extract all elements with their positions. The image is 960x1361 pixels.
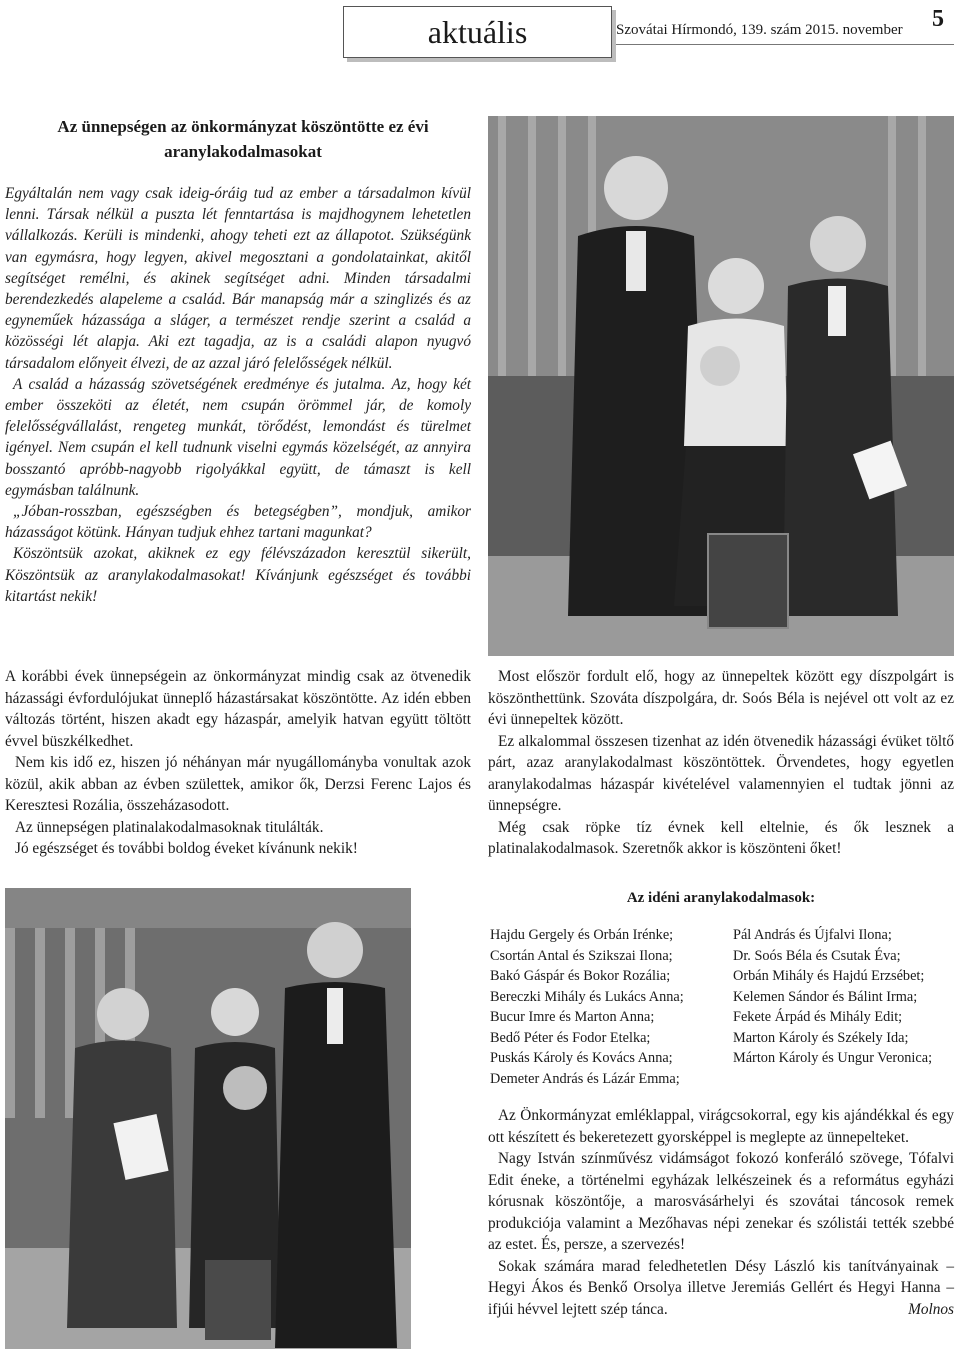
article-intro — [5, 183, 471, 607]
body-paragraph: A korábbi évek ünnepségein az önkormányzat mindig csak az ötvenedik házassági évfordulójukat ünneplő házastársakat köszöntötte. Az idén ebben változás történt, hiszen akadt egy házaspár, amelyik hatvan együtt töltött évvel büszkélkedhet. — [5, 668, 471, 750]
body-paragraph — [488, 1256, 954, 1321]
list-item: Csortán Antal és Szikszai Ilona; — [490, 947, 673, 964]
list-item: Bakó Gáspár és Bokor Rozália; — [490, 968, 671, 984]
intro-paragraph: „Jóban-rosszban, egészségben és betegségben”, mondjuk, amikor házasságot kötünk. Hányan tudjuk ehhez tartani magunkat? — [5, 503, 471, 542]
page-number: 5 — [932, 6, 944, 32]
couples-list-column-1 — [490, 925, 720, 1089]
article-body-right — [488, 666, 954, 860]
couples-list-column-2 — [733, 925, 955, 1069]
intro-paragraph: A család a házasság szövetségének eredménye és jutalma. Az, hogy két ember összeköti az életét, nem csupán örömmel jár, de komoly felelősségvállalást, rengeteg munkát, törődést, lemondást és türelmet igényel. Nem csupán el kell tudnunk viselni egymás közelségét, az annyira bosszantó apróbb-nagyobb rigolyákkal együtt, de támaszt is kell egymásban találnunk. — [5, 375, 471, 499]
list-item: Kelemen Sándor és Bálint Irma; — [733, 988, 918, 1005]
photo-mayor-with-couple — [488, 116, 954, 656]
header-rule — [616, 44, 954, 45]
list-item: Pál András és Újfalvi Ilona; — [733, 927, 892, 943]
list-item: Bucur Imre és Marton Anna; — [490, 1009, 655, 1025]
body-paragraph: Nem kis idő ez, hiszen jó néhányan már nyugállományba vonultak azok közül, akik abban az évben születtek, amikor ők, Derzsi Ferenc Lajos és Keresztesi Rozália, összeházasodott. — [5, 754, 471, 814]
intro-paragraph: Egyáltalán nem vagy csak ideig-óráig tud az ember a társadalmon kívül lenni. Társak nélkül a puszta lét fenntartása is majdhogynem lehetetlen vállalkozás. Kerüli is mindenki, ahogy teheti ezt az állapotot. Szükségünk van egymásra, hogy legyen, akivel megosztani a gondolatainkat, akitől segítséget remélni, és akinek segítséget adni. Minden társadalmi berendezkedés alapeleme a család. Bár manapság már a szinglizés és az egyneműek házassága a sláger, a természet rendje szerint a család a közösségi lét alapja. Aki ezt tagadja, az is a családi alapon nyugvó társadalom előnyeit élvezi, de az azzal járó felelősségek nélkül. — [5, 185, 471, 372]
body-paragraph: Most először fordult elő, hogy az ünnepeltek között egy díszpolgárt is köszönthettünk. Szováta díszpolgára, dr. Soós Béla is nejével ott volt az ez évi ünnepeltek között. — [488, 668, 954, 728]
photo-platinum-couple-illustration — [5, 888, 411, 1349]
body-paragraph: Nagy István színművész vidámságot fokozó konferáló szövege, Tófalvi Edit éneke, a történelmi egyházak lelkészeinek és a református egyházi kórusnak köszöntője, a marosvásárhelyi és szovátai táncosok remek produkciója valamint a Mezőhavas népi zenekar és szólistái tették szebbé az estet. És, persze, a szervezés! — [488, 1150, 954, 1253]
list-item: Marton Károly és Székely Ida; — [733, 1029, 909, 1046]
article-body-closing — [488, 1105, 954, 1320]
list-item: Márton Károly és Ungur Veronica; — [733, 1050, 933, 1066]
article-body-left — [5, 666, 471, 860]
body-paragraph: Még csak röpke tíz évnek kell eltelnie, és ők lesznek a platinalakodalmasok. Szeretnők akkor is köszönteni őket! — [488, 818, 954, 857]
list-item: Hajdu Gergely és Orbán Irénke; — [490, 927, 674, 943]
body-paragraph: Jó egészséget és további boldog éveket kívánunk nekik! — [15, 840, 358, 857]
list-item: Bedő Péter és Fodor Etelka; — [490, 1029, 651, 1046]
body-paragraph: Az Önkormányzat emléklappal, virágcsokorral, egy kis ajándékkal és egy ott készített és bekeretezett gyorsképpel is meglepte az ünnepelteket. — [488, 1107, 954, 1146]
photo-mayor-with-couple-illustration — [488, 116, 954, 656]
article-title: Az ünnepségen az önkormányzat köszöntötte ez évi aranylakodalmasokat — [57, 117, 429, 161]
list-item: Demeter András és Lázár Emma; — [490, 1070, 680, 1087]
list-item: Puskás Károly és Kovács Anna; — [490, 1050, 673, 1066]
publication-info: Szovátai Hírmondó, 139. szám 2015. november — [616, 22, 903, 38]
list-item: Fekete Árpád és Mihály Edit; — [733, 1009, 903, 1025]
author-signature: Molnos — [908, 1300, 954, 1318]
closing-text: Sokak számára marad feledhetetlen Désy László kis tanítványainak – Hegyi Ákos és Benkő Orsolya illetve Jeremiás Gellért és Hegyi Hanna – ifjúi hévvel lejtett szép tánca. — [488, 1257, 954, 1318]
intro-paragraph: Köszöntsük azokat, akiknek ez egy félévszázadon keresztül sikerült, Köszöntsük az aranylakodalmasokat! Kívánjunk egészséget és további kitartást nekik! — [5, 545, 471, 605]
list-item: Orbán Mihály és Hajdú Erzsébet; — [733, 968, 925, 984]
photo-platinum-couple — [5, 888, 411, 1349]
section-title: aktuális — [427, 14, 528, 50]
list-item: Dr. Soós Béla és Csutak Éva; — [733, 947, 901, 964]
list-item: Bereczki Mihály és Lukács Anna; — [490, 988, 684, 1005]
body-paragraph: Az ünnepségen platinalakodalmasoknak titulálták. — [15, 818, 324, 836]
couples-list-title: Az idéni aranylakodalmasok: — [626, 890, 816, 906]
body-paragraph: Ez alkalommal összesen tizenhat az idén ötvenedik házassági évüket töltő párt, azaz aranylakodalmast köszöntöttek. Örvendetes, hogy egyetlen aranylakodalmas házaspár kivételével valamennyien el tudtak jönni az ünnepségre. — [488, 732, 954, 814]
